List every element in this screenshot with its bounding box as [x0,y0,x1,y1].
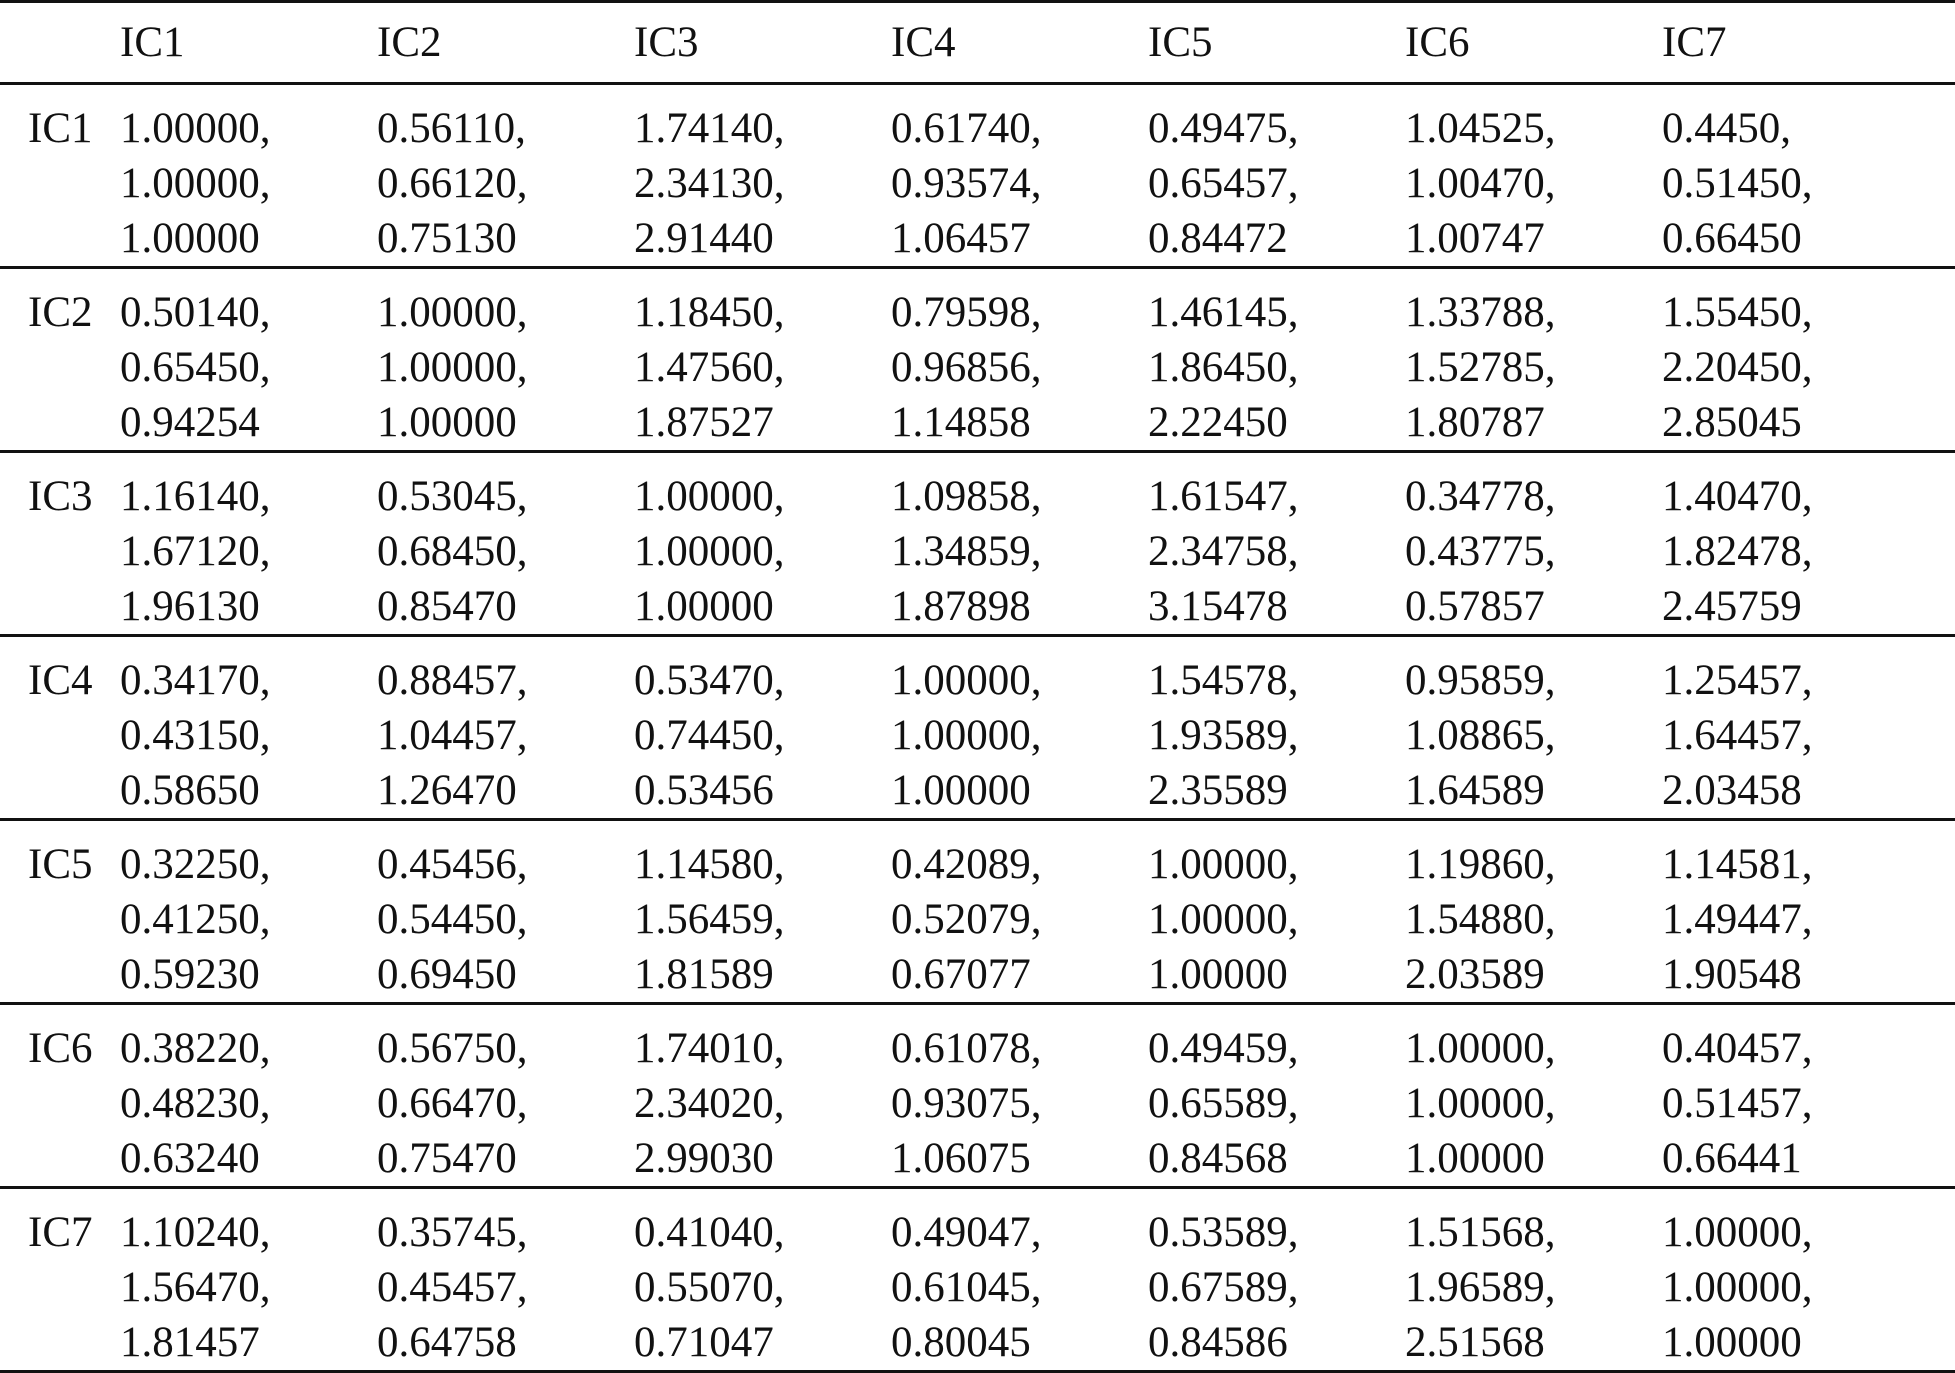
header-corner [0,2,110,84]
cell-value: 2.03458 [1662,767,1802,814]
table-cell [1138,452,1395,636]
cell-value: 0.65589, [1148,1080,1299,1127]
cell-value: 0.41250, [120,896,271,943]
cell-value: 0.51457, [1662,1080,1813,1127]
cell-value: 1.64457, [1662,712,1813,759]
table-cell [624,452,881,636]
table-cell [1395,84,1652,268]
cell-value: 1.74010, [634,1025,785,1072]
cell-value: 1.00000, [120,160,271,207]
cell-value: 1.00000, [891,712,1042,759]
cell-value: 0.50140, [120,289,271,336]
cell-value: 0.79598, [891,289,1042,336]
table-cell [1395,452,1652,636]
table-cell [1395,636,1652,820]
table-cell [110,1004,367,1188]
cell-value: 1.06075 [891,1135,1031,1182]
table-cell [1395,268,1652,452]
cell-value: 1.64589 [1405,767,1545,814]
cell-value: 0.75470 [377,1135,517,1182]
cell-value: 2.51568 [1405,1319,1545,1366]
table-cell [367,84,624,268]
cell-value: 1.00000 [1148,951,1288,998]
cell-value: 0.66120, [377,160,528,207]
cell-value: 1.00000, [1405,1025,1556,1072]
cell-value: 0.61740, [891,105,1042,152]
cell-value: 0.64758 [377,1319,517,1366]
cell-value: 0.34170, [120,657,271,704]
cell-value: 0.75130 [377,215,517,262]
cell-value: 0.4450, [1662,105,1791,152]
cell-value: 1.87527 [634,399,774,446]
table-cell [110,636,367,820]
cell-value: 1.46145, [1148,289,1299,336]
cell-value: 0.53470, [634,657,785,704]
header-ic1: IC1 [120,19,185,66]
table-cell [1652,84,1955,268]
cell-value: 1.47560, [634,344,785,391]
cell-value: 0.56110, [377,105,526,152]
cell-value: 1.00000 [377,399,517,446]
cell-value: 0.65450, [120,344,271,391]
table-cell [624,636,881,820]
table-cell [881,268,1138,452]
cell-value: 0.84586 [1148,1319,1288,1366]
cell-value: 0.74450, [634,712,785,759]
cell-value: 1.00000, [891,657,1042,704]
table-body [0,84,1955,1372]
table-cell [367,452,624,636]
cell-value: 0.45456, [377,841,528,888]
cell-value: 2.99030 [634,1135,774,1182]
cell-value: 0.59230 [120,951,260,998]
cell-value: 1.00000, [120,105,271,152]
cell-value: 0.85470 [377,583,517,630]
table-cell [624,84,881,268]
cell-value: 0.66470, [377,1080,528,1127]
cell-value: 1.49447, [1662,896,1813,943]
cell-value: 0.93574, [891,160,1042,207]
cell-value: 1.51568, [1405,1209,1556,1256]
cell-value: 0.80045 [891,1319,1031,1366]
table-cell [110,820,367,1004]
table-cell [1138,1188,1395,1372]
cell-value: 0.42089, [891,841,1042,888]
header-row [0,2,1955,84]
cell-value: 1.19860, [1405,841,1556,888]
cell-value: 1.80787 [1405,399,1545,446]
cell-value: 1.00000, [1662,1264,1813,1311]
cell-value: 0.58650 [120,767,260,814]
table-row [0,84,1955,268]
table-cell [624,1004,881,1188]
cell-value: 0.38220, [120,1025,271,1072]
table-cell [110,1188,367,1372]
row-label: IC7 [28,1209,93,1256]
table-cell [1652,268,1955,452]
table-cell [367,636,624,820]
cell-value: 0.45457, [377,1264,528,1311]
table-cell [881,1188,1138,1372]
table-cell [1138,820,1395,1004]
table-cell [1652,452,1955,636]
cell-value: 0.43150, [120,712,271,759]
cell-value: 1.00000 [634,583,774,630]
row-label: IC6 [28,1025,93,1072]
header-ic5: IC5 [1148,19,1213,66]
cell-value: 1.16140, [120,473,271,520]
cell-value: 2.34130, [634,160,785,207]
cell-value: 1.96130 [120,583,260,630]
cell-value: 1.00000 [1662,1319,1802,1366]
table-row [0,820,1955,1004]
cell-value: 1.10240, [120,1209,271,1256]
cell-value: 1.40470, [1662,473,1813,520]
header-ic7: IC7 [1662,19,1727,66]
cell-value: 0.54450, [377,896,528,943]
cell-value: 1.67120, [120,528,271,575]
cell-value: 1.81589 [634,951,774,998]
table-row [0,268,1955,452]
table-cell [367,1188,624,1372]
cell-value: 0.56750, [377,1025,528,1072]
cell-value: 0.67077 [891,951,1031,998]
cell-value: 0.66441 [1662,1135,1802,1182]
cell-value: 1.00000, [634,528,785,575]
row-label: IC4 [28,657,93,704]
cell-value: 2.85045 [1662,399,1802,446]
cell-value: 1.74140, [634,105,785,152]
cell-value: 0.49459, [1148,1025,1299,1072]
table-cell [110,452,367,636]
cell-value: 1.04525, [1405,105,1556,152]
cell-value: 1.09858, [891,473,1042,520]
cell-value: 1.25457, [1662,657,1813,704]
cell-value: 1.00000, [634,473,785,520]
cell-value: 0.61045, [891,1264,1042,1311]
cell-value: 1.08865, [1405,712,1556,759]
cell-value: 0.69450 [377,951,517,998]
cell-value: 1.00000, [377,289,528,336]
cell-value: 0.63240 [120,1135,260,1182]
cell-value: 1.00470, [1405,160,1556,207]
cell-value: 1.54880, [1405,896,1556,943]
cell-value: 2.22450 [1148,399,1288,446]
table-cell [1652,636,1955,820]
cell-value: 1.14858 [891,399,1031,446]
row-label: IC3 [28,473,93,520]
cell-value: 1.56470, [120,1264,271,1311]
cell-value: 1.00000 [891,767,1031,814]
cell-value: 1.26470 [377,767,517,814]
cell-value: 0.52079, [891,896,1042,943]
cell-value: 1.82478, [1662,528,1813,575]
table-cell [881,820,1138,1004]
table-row [0,1188,1955,1372]
cell-value: 1.00000 [120,215,260,262]
cell-value: 2.91440 [634,215,774,262]
cell-value: 2.34020, [634,1080,785,1127]
cell-value: 1.54578, [1148,657,1299,704]
cell-value: 0.57857 [1405,583,1545,630]
table-cell [1138,268,1395,452]
table-cell [367,268,624,452]
cell-value: 2.45759 [1662,583,1802,630]
cell-value: 2.35589 [1148,767,1288,814]
cell-value: 1.00000 [1405,1135,1545,1182]
cell-value: 0.53589, [1148,1209,1299,1256]
row-label: IC5 [28,841,93,888]
table-row [0,1004,1955,1188]
table-row [0,636,1955,820]
cell-value: 1.00000, [1148,896,1299,943]
cell-value: 1.90548 [1662,951,1802,998]
cell-value: 0.93075, [891,1080,1042,1127]
header-ic2: IC2 [377,19,442,66]
header-ic4: IC4 [891,19,956,66]
cell-value: 1.00000, [1148,841,1299,888]
cell-value: 0.40457, [1662,1025,1813,1072]
cell-value: 0.71047 [634,1319,774,1366]
cell-value: 3.15478 [1148,583,1288,630]
cell-value: 1.00000, [1662,1209,1813,1256]
cell-value: 0.96856, [891,344,1042,391]
cell-value: 0.51450, [1662,160,1813,207]
cell-value: 1.33788, [1405,289,1556,336]
cell-value: 0.68450, [377,528,528,575]
table-cell [881,636,1138,820]
cell-value: 2.03589 [1405,951,1545,998]
cell-value: 2.20450, [1662,344,1813,391]
row-label: IC2 [28,289,93,336]
cell-value: 1.55450, [1662,289,1813,336]
cell-value: 0.53045, [377,473,528,520]
table-cell [1395,820,1652,1004]
cell-value: 1.81457 [120,1319,260,1366]
cell-value: 0.84472 [1148,215,1288,262]
cell-value: 0.32250, [120,841,271,888]
table-cell [624,820,881,1004]
table-cell [1138,1004,1395,1188]
cell-value: 1.34859, [891,528,1042,575]
cell-value: 1.96589, [1405,1264,1556,1311]
cell-value: 0.34778, [1405,473,1556,520]
table-cell [881,452,1138,636]
table-cell [624,268,881,452]
cell-value: 0.53456 [634,767,774,814]
cell-value: 1.14580, [634,841,785,888]
cell-value: 0.49475, [1148,105,1299,152]
table-cell [1395,1004,1652,1188]
table-cell [1652,820,1955,1004]
table-cell [1138,636,1395,820]
cell-value: 1.18450, [634,289,785,336]
row-label: IC1 [28,105,93,152]
cell-value: 0.84568 [1148,1135,1288,1182]
cell-value: 0.35745, [377,1209,528,1256]
cell-value: 0.66450 [1662,215,1802,262]
cell-value: 1.52785, [1405,344,1556,391]
table-cell [881,84,1138,268]
table-cell [1395,1188,1652,1372]
table-cell [367,820,624,1004]
cell-value: 0.94254 [120,399,260,446]
cell-value: 1.00747 [1405,215,1545,262]
cell-value: 0.67589, [1148,1264,1299,1311]
table-cell [1652,1004,1955,1188]
cell-value: 1.93589, [1148,712,1299,759]
table-cell [1652,1188,1955,1372]
table-cell [881,1004,1138,1188]
header-ic3: IC3 [634,19,699,66]
cell-value: 0.65457, [1148,160,1299,207]
table-cell [367,1004,624,1188]
table-row [0,452,1955,636]
table-cell [110,84,367,268]
cell-value: 0.49047, [891,1209,1042,1256]
cell-value: 1.86450, [1148,344,1299,391]
cell-value: 1.00000, [377,344,528,391]
cell-value: 0.95859, [1405,657,1556,704]
cell-value: 1.06457 [891,215,1031,262]
table-cell [624,1188,881,1372]
cell-value: 1.61547, [1148,473,1299,520]
cell-value: 0.61078, [891,1025,1042,1072]
cell-value: 1.14581, [1662,841,1813,888]
cell-value: 0.55070, [634,1264,785,1311]
cell-value: 1.56459, [634,896,785,943]
cell-value: 2.34758, [1148,528,1299,575]
cell-value: 0.41040, [634,1209,785,1256]
cell-value: 0.88457, [377,657,528,704]
cell-value: 0.48230, [120,1080,271,1127]
table-cell [1138,84,1395,268]
cell-value: 1.00000, [1405,1080,1556,1127]
table-cell [110,268,367,452]
cell-value: 0.43775, [1405,528,1556,575]
cell-value: 1.04457, [377,712,528,759]
header-ic6: IC6 [1405,19,1470,66]
cell-value: 1.87898 [891,583,1031,630]
